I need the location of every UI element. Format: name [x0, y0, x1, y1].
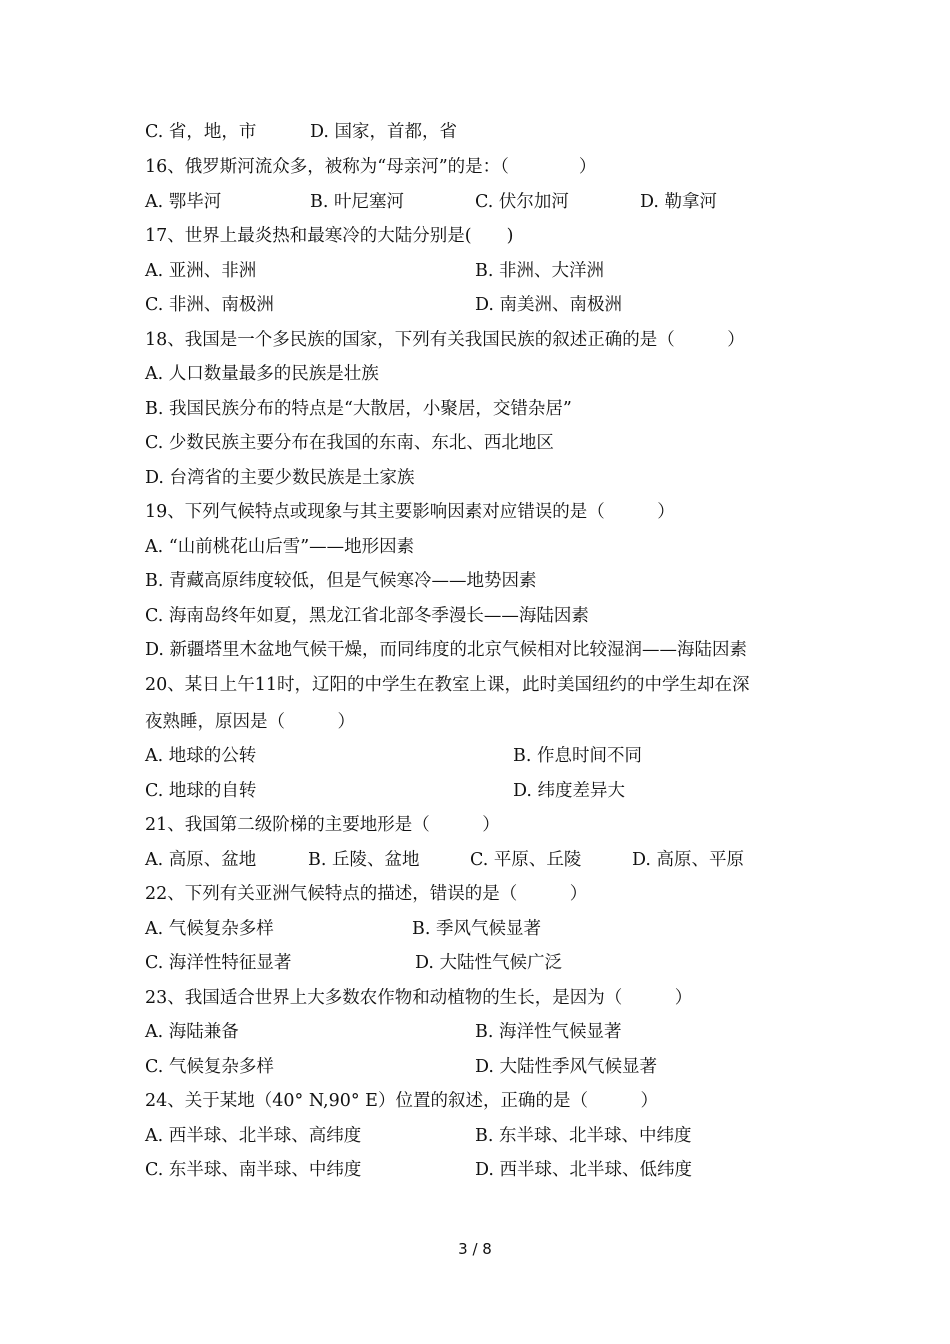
answer-option: B. 叶尼塞河 — [310, 192, 404, 212]
page-number: 3 / 8 — [458, 1240, 492, 1258]
answer-option: A. 地球的公转 — [145, 746, 257, 766]
answer-option: D. 南美洲、南极洲 — [475, 295, 623, 315]
answer-option: D. 高原、平原 — [632, 850, 745, 870]
answer-option: D. 大陆性气候广泛 — [415, 953, 563, 973]
question-stem: 16、俄罗斯河流众多，被称为“母亲河”的是：（ ） — [145, 157, 597, 177]
answer-option: D. 新疆塔里木盆地气候干燥，而同纬度的北京气候相对比较湿润——海陆因素 — [145, 640, 748, 660]
answer-option: C. 气候复杂多样 — [145, 1057, 274, 1077]
answer-option: B. 季风气候显著 — [412, 919, 541, 939]
answer-option: D. 西半球、北半球、低纬度 — [475, 1160, 693, 1180]
answer-option: B. 非洲、大洋洲 — [475, 261, 604, 281]
answer-option: A. 海陆兼备 — [145, 1022, 239, 1042]
question-stem: 21、我国第二级阶梯的主要地形是（ ） — [145, 815, 500, 835]
answer-option: B. 丘陵、盆地 — [308, 850, 420, 870]
answer-option: C. 省，地，市 — [145, 122, 257, 142]
answer-option: A. 高原、盆地 — [145, 850, 257, 870]
answer-option: C. 海南岛终年如夏，黑龙江省北部冬季漫长——海陆因素 — [145, 606, 589, 626]
question-stem: 20、某日上午11时，辽阳的中学生在教室上课，此时美国纽约的中学生却在深 — [145, 675, 750, 695]
question-stem: 18、我国是一个多民族的国家，下列有关我国民族的叙述正确的是（ ） — [145, 330, 745, 350]
answer-option: A. 气候复杂多样 — [145, 919, 274, 939]
answer-option: B. 青藏高原纬度较低，但是气候寒冷——地势因素 — [145, 571, 537, 591]
answer-option: A. 人口数量最多的民族是壮族 — [145, 364, 379, 384]
answer-option: B. 海洋性气候显著 — [475, 1022, 622, 1042]
answer-option: C. 少数民族主要分布在我国的东南、东北、西北地区 — [145, 433, 554, 453]
answer-option: D. 勒拿河 — [640, 192, 718, 212]
answer-option: C. 平原、丘陵 — [470, 850, 582, 870]
answer-option: B. 东半球、北半球、中纬度 — [475, 1126, 692, 1146]
answer-option: D. 大陆性季风气候显著 — [475, 1057, 658, 1077]
question-stem: 22、下列有关亚洲气候特点的描述，错误的是（ ） — [145, 884, 588, 904]
answer-option: A. 西半球、北半球、高纬度 — [145, 1126, 362, 1146]
answer-option: B. 我国民族分布的特点是“大散居，小聚居，交错杂居” — [145, 399, 572, 419]
answer-option: C. 地球的自转 — [145, 781, 257, 801]
answer-option: A. “山前桃花山后雪”——地形因素 — [145, 537, 415, 557]
question-stem: 17、世界上最炎热和最寒冷的大陆分别是( ) — [145, 226, 514, 246]
answer-option: C. 东半球、南半球、中纬度 — [145, 1160, 362, 1180]
answer-option: A. 鄂毕河 — [145, 192, 222, 212]
question-stem: 夜熟睡，原因是（ ） — [145, 712, 355, 732]
answer-option: D. 国家，首都，省 — [310, 122, 458, 142]
question-stem: 24、关于某地（40° N,90° E）位置的叙述，正确的是（ ） — [145, 1091, 658, 1111]
answer-option: C. 非洲、南极洲 — [145, 295, 274, 315]
question-stem: 19、下列气候特点或现象与其主要影响因素对应错误的是（ ） — [145, 502, 675, 522]
answer-option: D. 台湾省的主要少数民族是土家族 — [145, 468, 415, 488]
answer-option: B. 作息时间不同 — [513, 746, 642, 766]
answer-option: D. 纬度差异大 — [513, 781, 626, 801]
answer-option: C. 伏尔加河 — [475, 192, 569, 212]
question-stem: 23、我国适合世界上大多数农作物和动植物的生长，是因为（ ） — [145, 988, 693, 1008]
answer-option: A. 亚洲、非洲 — [145, 261, 257, 281]
answer-option: C. 海洋性特征显著 — [145, 953, 292, 973]
